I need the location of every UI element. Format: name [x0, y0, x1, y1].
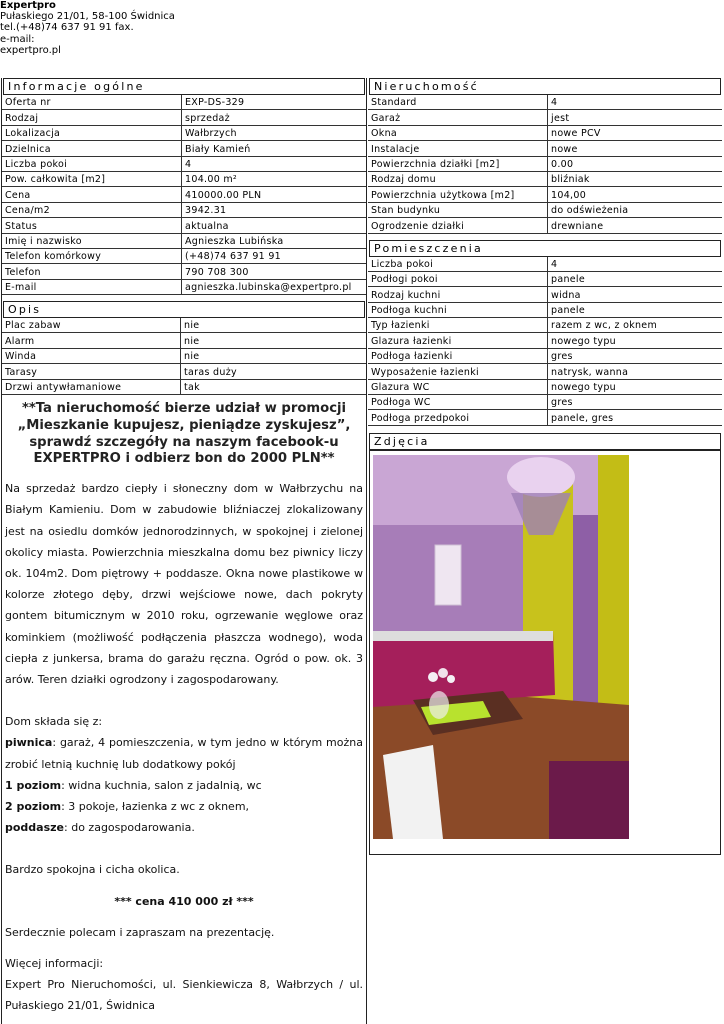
more-info-label: Więcej informacji:: [5, 957, 104, 971]
section-title-property: Nieruchomość: [369, 78, 721, 95]
field-label: Tarasy: [2, 364, 181, 379]
field-label: Podłoga łazienki: [368, 348, 548, 363]
property-row: [368, 125, 722, 140]
field-label: Wyposażenie łazienki: [368, 364, 548, 379]
field-value: nie: [181, 318, 367, 333]
property-row: [368, 171, 722, 186]
field-value: 4: [548, 95, 723, 110]
field-label: Drzwi antywłamaniowe: [2, 379, 181, 394]
property-row: [368, 218, 722, 233]
field-label: Podłoga przedpokoi: [368, 410, 548, 425]
property-row: [368, 141, 722, 156]
level-label: piwnica: [5, 736, 53, 750]
field-value: EXP-DS-329: [182, 95, 367, 110]
description-paragraph: Na sprzedaż bardzo ciepły i słoneczny dom w Wałbrzychu na Białym Kamieniu. Dom w zabudowie bliźniaczej zlokalizowany jest na osiedlu domków jednorodzinnych, w spokojnej i zielonej okolicy miasta. Powierzchnia mieszkalna domu bez piwnicy liczy ok. 104m2. Dom piętrowy + poddasze. Okna nowe plastikowe w kolorze złotego dęby, drzwi wejściowe nowe, dach pokryty gontem bitumicznym w 2010 roku, ogrzewanie węglowe oraz kominkiem (możliwość podłączenia płaszcza wodnego), woda ciepła z junkersa, brama do garażu ręczna. Ogród o pow. ok. 3 arów. Teren działki ogrodzony i zagospodarowany.: [5, 482, 363, 687]
description: [2, 478, 366, 1016]
level-item: [5, 796, 363, 817]
field-value: taras duży: [181, 364, 367, 379]
level-item: [5, 732, 363, 774]
rooms-table: [368, 257, 722, 426]
feature-row: [2, 318, 366, 333]
general-row: [2, 125, 366, 140]
field-label: Podłoga kuchni: [368, 302, 548, 317]
company-email-label: e-mail:: [0, 33, 35, 45]
field-value: sprzedaż: [182, 110, 367, 125]
general-row: [2, 279, 366, 294]
company-name: Expertpro: [0, 0, 56, 11]
general-row: [2, 233, 366, 248]
level-item: [5, 775, 363, 796]
company-phone: tel.(+48)74 637 91 91 fax.: [0, 22, 134, 34]
general-row: [2, 202, 366, 217]
section-title-general: Informacje ogólne: [3, 78, 365, 95]
field-value: razem z wc, z oknem: [548, 318, 723, 333]
field-value: nie: [181, 333, 367, 348]
company-website: expertpro.pl: [0, 44, 61, 56]
field-value: panele: [548, 271, 723, 286]
field-label: Glazura WC: [368, 379, 548, 394]
field-label: Plac zabaw: [2, 318, 181, 333]
room-row: [368, 271, 722, 286]
section-title-photos: Zdjęcia: [369, 433, 721, 450]
field-label: Imię i nazwisko: [2, 233, 182, 248]
field-label: Cena/m2: [2, 202, 182, 217]
field-value: aktualna: [182, 218, 367, 233]
feature-row: [2, 333, 366, 348]
room-row: [368, 333, 722, 348]
property-row: [368, 95, 722, 110]
level-label: 1 poziom: [5, 778, 62, 792]
level-item: [5, 817, 363, 838]
field-value: widna: [548, 287, 723, 302]
general-row: [2, 141, 366, 156]
living-room-image: [373, 455, 629, 839]
field-value: gres: [548, 395, 723, 410]
field-value: gres: [548, 348, 723, 363]
feature-row: [2, 364, 366, 379]
general-table: [2, 95, 366, 295]
field-label: Liczba pokoi: [2, 156, 182, 171]
field-value: 4: [182, 156, 367, 171]
field-value: jest: [548, 110, 723, 125]
field-value: (+48)74 637 91 91: [182, 248, 367, 263]
field-value: Biały Kamień: [182, 141, 367, 156]
property-photo[interactable]: [373, 455, 629, 839]
features-table: [2, 318, 366, 395]
field-value: Agnieszka Lubińska: [182, 233, 367, 248]
composition-intro: Dom składa się z:: [5, 715, 103, 729]
level-text: : 3 pokoje, łazienka z wc z oknem,: [61, 800, 250, 814]
quiet-note: Bardzo spokojna i cicha okolica.: [5, 863, 180, 877]
left-column: [1, 78, 367, 1024]
field-label: Okna: [368, 125, 548, 140]
level-label: poddasze: [5, 821, 65, 835]
promo-text: **Ta nieruchomość bierze udział w promocji „Mieszkanie kupujesz, pieniądze zyskujesz”, sprawdź szczegóły na naszym facebook-u EXPERTPRO i odbierz bon do 2000 PLN**: [17, 401, 351, 467]
field-label: Dzielnica: [2, 141, 182, 156]
feature-row: [2, 348, 366, 363]
general-row: [2, 248, 366, 263]
level-label: 2 poziom: [5, 800, 62, 814]
field-label: Glazura łazienki: [368, 333, 548, 348]
general-row: [2, 95, 366, 110]
field-value: natrysk, wanna: [548, 364, 723, 379]
level-text: : do zagospodarowania.: [64, 821, 195, 835]
field-value: do odświeżenia: [548, 202, 723, 217]
field-value: bliźniak: [548, 171, 723, 186]
field-label: Typ łazienki: [368, 318, 548, 333]
field-label: Lokalizacja: [2, 125, 182, 140]
field-value: 410000.00 PLN: [182, 187, 367, 202]
field-label: Rodzaj domu: [368, 171, 548, 186]
field-value: nowe PCV: [548, 125, 723, 140]
field-value: nowe: [548, 141, 723, 156]
property-row: [368, 187, 722, 202]
section-title-rooms: Pomieszczenia: [369, 240, 721, 257]
feature-row: [2, 379, 366, 394]
general-row: [2, 110, 366, 125]
field-label: Telefon: [2, 264, 182, 279]
field-label: Winda: [2, 348, 181, 363]
room-row: [368, 318, 722, 333]
agency-header: [0, 0, 175, 56]
field-value: 4: [548, 257, 723, 272]
section-title-opis: Opis: [3, 301, 365, 318]
field-value: drewniane: [548, 218, 723, 233]
room-row: [368, 302, 722, 317]
field-label: E-mail: [2, 279, 182, 294]
field-label: Ogrodzenie działki: [368, 218, 548, 233]
field-label: Alarm: [2, 333, 181, 348]
level-text: : garaż, 4 pomieszczenia, w tym jedno w którym można zrobić letnią kuchnię lub dodatkowy pokój: [5, 736, 363, 771]
invite-text: Serdecznie polecam i zapraszam na prezentację.: [5, 925, 275, 939]
field-value: 3942.31: [182, 202, 367, 217]
right-column: [368, 78, 722, 855]
photo-container: [369, 450, 721, 855]
field-label: Podłogi pokoi: [368, 271, 548, 286]
field-value: nowego typu: [548, 379, 723, 394]
room-row: [368, 364, 722, 379]
field-label: Stan budynku: [368, 202, 548, 217]
level-text: : widna kuchnia, salon z jadalnią, wc: [61, 778, 262, 792]
property-row: [368, 202, 722, 217]
field-label: Rodzaj: [2, 110, 182, 125]
levels-list: [5, 732, 363, 838]
more-info-text: Expert Pro Nieruchomości, ul. Sienkiewicza 8, Wałbrzych / ul. Pułaskiego 21/01, Świdnica: [5, 978, 363, 1013]
general-row: [2, 171, 366, 186]
field-value: tak: [181, 379, 367, 394]
room-row: [368, 379, 722, 394]
general-row: [2, 187, 366, 202]
field-value: 104.00 m²: [182, 171, 367, 186]
field-label: Telefon komórkowy: [2, 248, 182, 263]
price-line: *** cena 410 000 zł ***: [114, 894, 254, 908]
general-row: [2, 264, 366, 279]
room-row: [368, 410, 722, 425]
field-label: Powierzchnia działki [m2]: [368, 156, 548, 171]
property-table: [368, 95, 722, 234]
field-label: Oferta nr: [2, 95, 182, 110]
room-row: [368, 348, 722, 363]
field-value: 104,00: [548, 187, 723, 202]
field-label: Liczba pokoi: [368, 257, 548, 272]
field-value: 0.00: [548, 156, 723, 171]
room-row: [368, 257, 722, 272]
field-value: nie: [181, 348, 367, 363]
property-row: [368, 156, 722, 171]
property-row: [368, 110, 722, 125]
field-value: panele, gres: [548, 410, 723, 425]
field-label: Powierzchnia użytkowa [m2]: [368, 187, 548, 202]
field-label: Standard: [368, 95, 548, 110]
company-address: Pułaskiego 21/01, 58-100 Świdnica: [0, 11, 175, 23]
field-label: Status: [2, 218, 182, 233]
general-row: [2, 156, 366, 171]
field-value: panele: [548, 302, 723, 317]
field-label: Pow. całkowita [m2]: [2, 171, 182, 186]
field-label: Cena: [2, 187, 182, 202]
field-value: agnieszka.lubinska@expertpro.pl: [182, 279, 367, 294]
field-value: Wałbrzych: [182, 125, 367, 140]
field-label: Podłoga WC: [368, 395, 548, 410]
field-value: nowego typu: [548, 333, 723, 348]
room-row: [368, 395, 722, 410]
field-value: 790 708 300: [182, 264, 367, 279]
field-label: Rodzaj kuchni: [368, 287, 548, 302]
general-row: [2, 218, 366, 233]
field-label: Garaż: [368, 110, 548, 125]
field-label: Instalacje: [368, 141, 548, 156]
room-row: [368, 287, 722, 302]
